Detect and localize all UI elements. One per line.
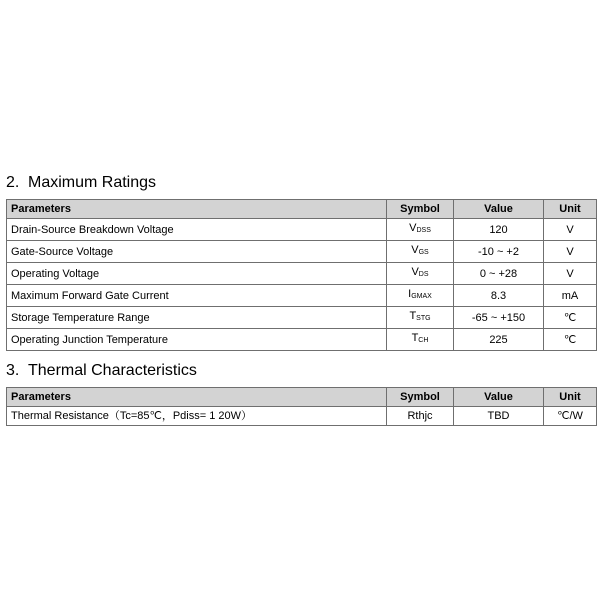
table-header-row <box>7 388 597 407</box>
parameter-cell: Gate-Source Voltage <box>7 241 387 263</box>
header-value: Value <box>454 388 544 407</box>
maximum-ratings-table <box>6 199 597 351</box>
header-parameters: Parameters <box>7 200 387 219</box>
parameter-cell: Operating Junction Temperature <box>7 329 387 351</box>
parameter-cell: Drain-Source Breakdown Voltage <box>7 219 387 241</box>
table-row <box>7 263 597 285</box>
unit-cell: V <box>544 263 597 285</box>
symbol-subscript: GMAX <box>411 293 432 300</box>
table-row <box>7 219 597 241</box>
value-cell: 225 <box>454 329 544 351</box>
table-row <box>7 241 597 263</box>
value-cell: 8.3 <box>454 285 544 307</box>
symbol-letter: V <box>411 244 419 256</box>
section-number: 2. <box>6 174 20 191</box>
unit-cell: V <box>544 241 597 263</box>
symbol-letter: V <box>409 222 417 234</box>
table-row <box>7 329 597 351</box>
header-unit: Unit <box>544 388 597 407</box>
maximum-ratings-section <box>6 173 596 351</box>
table-header-row <box>7 200 597 219</box>
table-row <box>7 307 597 329</box>
symbol-cell <box>387 285 454 307</box>
symbol-subscript: GS <box>418 249 429 256</box>
parameter-cell: Operating Voltage <box>7 263 387 285</box>
unit-cell: ℃ <box>544 329 597 351</box>
header-symbol: Symbol <box>387 200 454 219</box>
symbol-letter: T <box>411 332 419 344</box>
section-title: Maximum Ratings <box>28 174 157 191</box>
thermal-characteristics-table <box>6 387 597 426</box>
maximum-ratings-heading <box>6 173 596 193</box>
header-unit: Unit <box>544 200 597 219</box>
section-number: 3. <box>6 362 20 379</box>
symbol-subscript: STG <box>416 315 431 322</box>
header-parameters: Parameters <box>7 388 387 407</box>
thermal-characteristics-heading <box>6 361 596 381</box>
value-cell: -65 ~ +150 <box>454 307 544 329</box>
value-cell: 120 <box>454 219 544 241</box>
symbol-letter: I <box>408 288 412 300</box>
section-title: Thermal Characteristics <box>28 362 197 379</box>
symbol-subscript: CH <box>418 337 429 344</box>
parameter-cell: Storage Temperature Range <box>7 307 387 329</box>
symbol-cell <box>387 219 454 241</box>
symbol-letter: T <box>409 310 417 322</box>
symbol-letter: V <box>411 266 419 278</box>
unit-cell: ℃/W <box>544 407 597 426</box>
symbol-cell <box>387 241 454 263</box>
parameter-cell: Thermal Resistance（Tc=85℃，Pdiss= 1 20W） <box>7 407 387 426</box>
symbol-cell <box>387 329 454 351</box>
symbol-cell <box>387 263 454 285</box>
value-cell: -10 ~ +2 <box>454 241 544 263</box>
header-value: Value <box>454 200 544 219</box>
parameter-cell: Maximum Forward Gate Current <box>7 285 387 307</box>
symbol-cell: Rthjc <box>387 407 454 426</box>
symbol-subscript: DS <box>418 271 429 278</box>
unit-cell: V <box>544 219 597 241</box>
unit-cell: ℃ <box>544 307 597 329</box>
symbol-cell <box>387 307 454 329</box>
symbol-subscript: DSS <box>416 227 431 234</box>
value-cell: TBD <box>454 407 544 426</box>
thermal-characteristics-section <box>6 361 596 426</box>
table-row <box>7 407 597 426</box>
table-row <box>7 285 597 307</box>
value-cell: 0 ~ +28 <box>454 263 544 285</box>
header-symbol: Symbol <box>387 388 454 407</box>
unit-cell: mA <box>544 285 597 307</box>
